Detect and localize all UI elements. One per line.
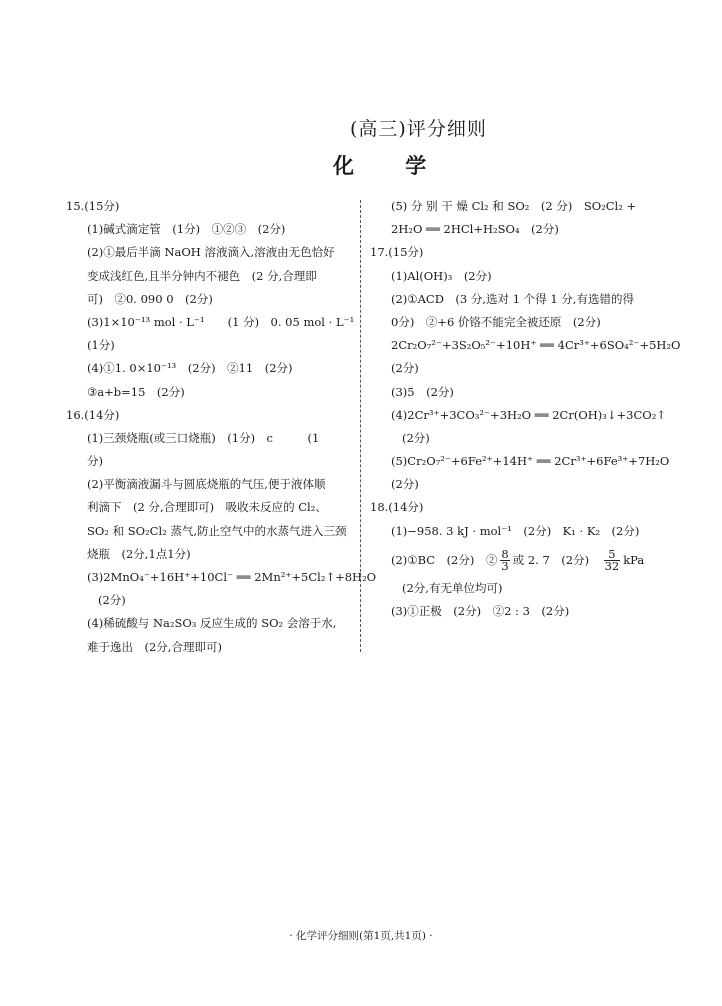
question-heading: 16.(14分): [66, 407, 120, 422]
answer-line: (1)Al(OH)₃ (2分): [391, 268, 492, 283]
answer-line: (4)稀硫酸与 Na₂SO₃ 反应生成的 SO₂ 会溶于水,: [87, 616, 337, 631]
answer-line: (2)平衡滴液漏斗与圆底烧瓶的气压,便于液体顺: [87, 477, 326, 492]
answer-line: (3)①正极 (2分) ②2 : 3 (2分): [391, 604, 570, 618]
question-heading: 17.(15分): [370, 245, 424, 260]
answer-line: 2H₂O ══ 2HCl+H₂SO₄ (2分): [391, 222, 559, 237]
page-footer: · 化学评分细则(第1页,共1页) ·: [289, 930, 433, 942]
answer-line: 变成浅红色,且半分钟内不褪色 (2 分,合理即: [87, 268, 317, 283]
fraction-denominator: 3: [501, 559, 509, 574]
answer-line: 烧瓶 (2分,1点1分): [87, 546, 191, 561]
answer-line: (1)碱式滴定管 (1分) ①②③ (2分): [87, 222, 286, 237]
answer-text: (2)①BC (2分) ②: [391, 552, 498, 567]
subject-title: 化 学: [333, 153, 449, 178]
answer-line: (1)−958. 3 kJ · mol⁻¹ (2分) K₁ · K₂ (2分): [391, 523, 640, 538]
answer-line: SO₂ 和 SO₂Cl₂ 蒸气,防止空气中的水蒸气进入三颈: [87, 523, 347, 538]
question-heading: 15.(15分): [66, 199, 120, 213]
answer-line: (1)三颈烧瓶(或三口烧瓶) (1分) c (1: [87, 430, 320, 445]
answer-text: 或 2. 7 (2分): [512, 552, 590, 567]
answer-line: (2分,有无单位均可): [402, 580, 503, 595]
answer-line: 分): [87, 454, 103, 469]
answer-line: (5) 分 别 干 燥 Cl₂ 和 SO₂ (2 分) SO₂Cl₂ +: [391, 199, 637, 213]
answer-line: 2Cr₂O₇²⁻+3S₂O₅²⁻+10H⁺ ══ 4Cr³⁺+6SO₄²⁻+5H₂O: [391, 338, 681, 353]
answer-line: (4)①1. 0×10⁻¹³ (2分) ②11 (2分): [87, 361, 293, 376]
fraction-8-3: [500, 549, 509, 572]
answer-line: (5)Cr₂O₇²⁻+6Fe²⁺+14H⁺ ══ 2Cr³⁺+6Fe³⁺+7H₂O: [391, 454, 670, 469]
fraction-denominator: 32: [604, 559, 620, 574]
fraction-5-32: [604, 549, 621, 572]
answer-line: (2分): [402, 430, 430, 445]
answer-line: (2分): [391, 361, 419, 376]
question-heading: 18.(14分): [370, 500, 424, 515]
page-title: (高三)评分细则: [350, 118, 487, 140]
answer-line: (2)①ACD (3 分,选对 1 个得 1 分,有选错的得: [391, 291, 634, 306]
answer-line: (3)2MnO₄⁻+16H⁺+10Cl⁻ ══ 2Mn²⁺+5Cl₂↑+8H₂O: [87, 570, 377, 584]
answer-line: (2分): [98, 593, 126, 608]
answer-line: 难于逸出 (2分,合理即可): [87, 639, 222, 654]
left-column: [66, 195, 377, 659]
answer-line: (3)5 (2分): [391, 384, 454, 399]
right-column: [370, 195, 681, 623]
answer-line: 可) ②0. 090 0 (2分): [87, 291, 213, 306]
answer-line: (1分): [87, 338, 115, 353]
answer-line: (2)①最后半滴 NaOH 溶液滴入,溶液由无色恰好: [87, 245, 335, 260]
answer-line: (4)2Cr³⁺+3CO₃²⁻+3H₂O ══ 2Cr(OH)₃↓+3CO₂↑: [391, 407, 666, 422]
fraction-numerator: 5: [604, 549, 621, 561]
answer-line: 0分) ②+6 价铬不能完全被还原 (2分): [391, 314, 601, 329]
answer-line: ③a+b=15 (2分): [87, 384, 185, 399]
answer-line: 利滴下 (2 分,合理即可) 吸收未反应的 Cl₂、: [87, 500, 327, 515]
answer-line: (2分): [391, 477, 419, 492]
fraction-numerator: 8: [501, 547, 509, 562]
unit-text: kPa: [623, 552, 645, 567]
column-divider: [360, 200, 361, 652]
answer-line: (3)1×10⁻¹³ mol · L⁻¹ (1 分) 0. 05 mol · L⁻¹: [87, 314, 355, 329]
answer-line-with-fractions: [370, 543, 658, 577]
